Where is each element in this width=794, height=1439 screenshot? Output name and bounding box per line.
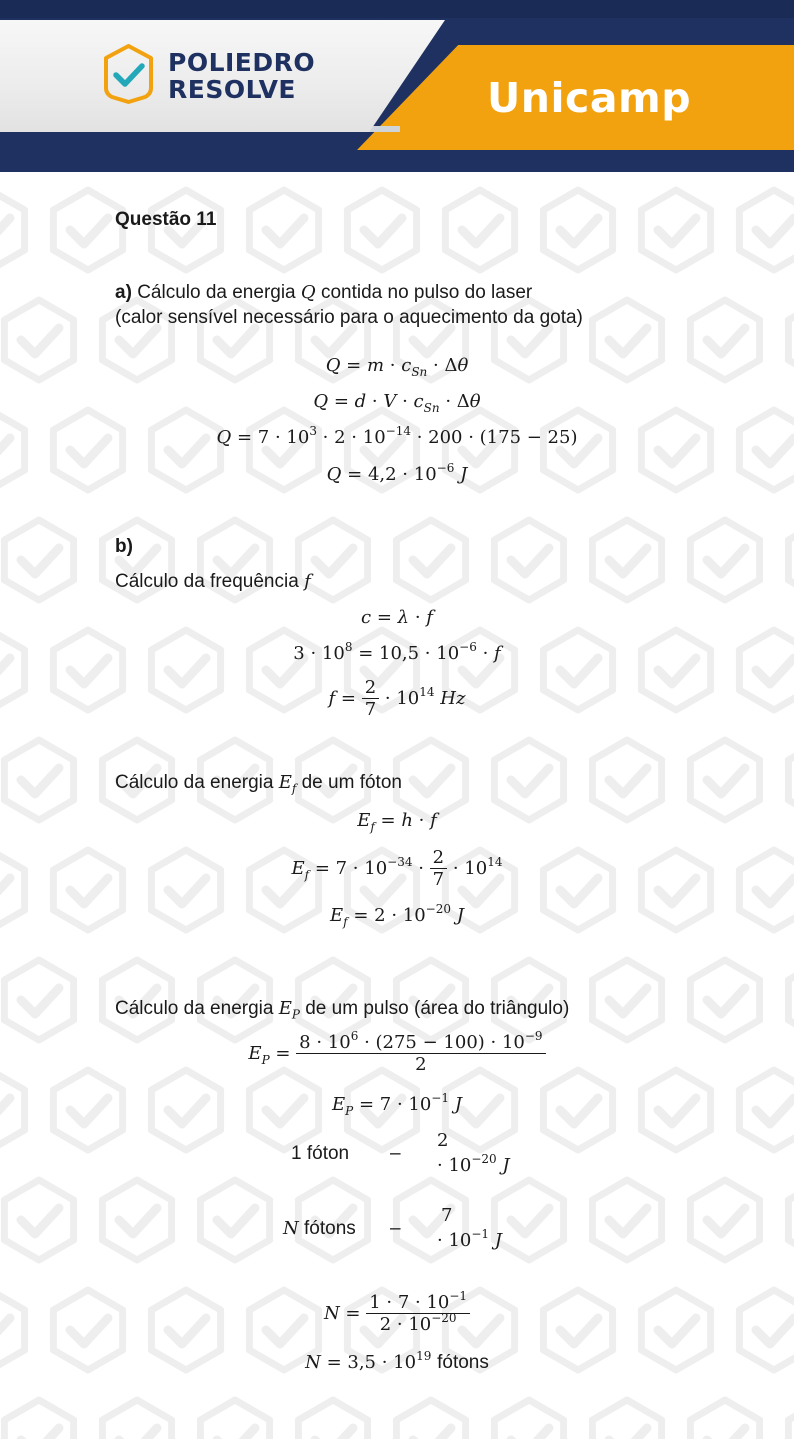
- question-title: Questão 11: [115, 209, 217, 230]
- eq-a4: $Q = 4,2 \cdot 10^{-6}$ J: [326, 461, 468, 485]
- freq-intro: [115, 571, 311, 594]
- rule-row2-label: [283, 1218, 356, 1241]
- eq-b3: f = $\frac{2}{7}$ · $10^{14}$ Hz: [328, 677, 466, 720]
- pulse-intro-text-2: de um pulso (área do triângulo): [305, 998, 570, 1019]
- eq-b6: $E_f = 2 \cdot 10^{-20}$ J: [330, 902, 464, 929]
- part-a-intro: [115, 282, 532, 305]
- eq-a2: $Q = d \cdot V \cdot c_{Sn} \cdot \Delta\theta$: [313, 391, 481, 415]
- brand-name-line2: RESOLVE: [168, 75, 296, 104]
- rule-row2-power: · $10^{-1}$ J: [437, 1227, 503, 1251]
- photon-intro: [115, 772, 402, 796]
- rule-row1-label: 1 fóton: [291, 1143, 350, 1164]
- pulse-intro: [115, 998, 569, 1022]
- part-a-intro-text: Cálculo da energia: [137, 282, 296, 303]
- part-a-intro-line2: (calor sensível necessário para o aquecimento da gota): [115, 307, 583, 328]
- final-unit: fótons: [437, 1352, 489, 1373]
- rule-row2-dash: –: [390, 1218, 401, 1239]
- freq-intro-var: f: [304, 571, 311, 592]
- part-b-label: b): [115, 536, 133, 557]
- eq-b5: $E_f = 7 \cdot 10^{-34}$ · $\frac{2}{7}$ · $10^{14}$: [291, 847, 503, 890]
- part-a-intro-var: Q: [300, 282, 316, 303]
- photon-intro-text: Cálculo da energia: [115, 772, 274, 793]
- eq-b9: N = $\frac{1 \cdot 7 \cdot 10^{-1}}{2 \cdot 10^{-20}}$: [0, 1292, 794, 1335]
- photon-intro-var: $E_f$: [278, 772, 297, 796]
- eq-b10: $N = 3,5 \cdot 10^{19}$ fótons: [305, 1349, 489, 1373]
- eq-b8: $E_P = 7 \cdot 10^{-1}$ J: [332, 1091, 462, 1118]
- rule-row1-power: · $10^{-20}$ J: [437, 1152, 510, 1176]
- rule-row2-var: N: [283, 1218, 299, 1239]
- eq-b2: $3 \cdot 10^8 = 10,5 \cdot 10^{-6} \cdot f$: [293, 640, 501, 664]
- rule-row2-value: 7: [441, 1205, 453, 1226]
- eq-b1: c = λ · f: [361, 607, 433, 628]
- rule-row2-text: fótons: [304, 1218, 356, 1239]
- part-a-intro-text-2: contida no pulso do laser: [320, 282, 533, 303]
- rule-row1-dash: –: [390, 1143, 401, 1164]
- eq-a3: $Q = 7 \cdot 10^3 \cdot 2 \cdot 10^{-14} \cdot 200 \cdot (175 - 25)$: [216, 424, 578, 448]
- pulse-intro-text: Cálculo da energia: [115, 998, 274, 1019]
- rule-row1-value: 2: [437, 1130, 449, 1151]
- pulse-intro-var: $E_P$: [278, 998, 300, 1022]
- eq-b7: $E_P$ = $\frac{8 \cdot 10^6 \cdot (275 - 100) \cdot 10^{-9}}{2}$: [0, 1032, 794, 1075]
- part-a-label: a): [115, 282, 132, 303]
- eq-a1: $Q = m \cdot c_{Sn} \cdot \Delta\theta$: [325, 355, 469, 379]
- freq-intro-text: Cálculo da frequência: [115, 571, 299, 592]
- photon-intro-text-2: de um fóton: [301, 772, 402, 793]
- eq-b4: $E_f = h \cdot f$: [357, 810, 437, 834]
- exam-title: Unicamp: [487, 74, 692, 122]
- brand-name-line1: POLIEDRO: [168, 48, 316, 77]
